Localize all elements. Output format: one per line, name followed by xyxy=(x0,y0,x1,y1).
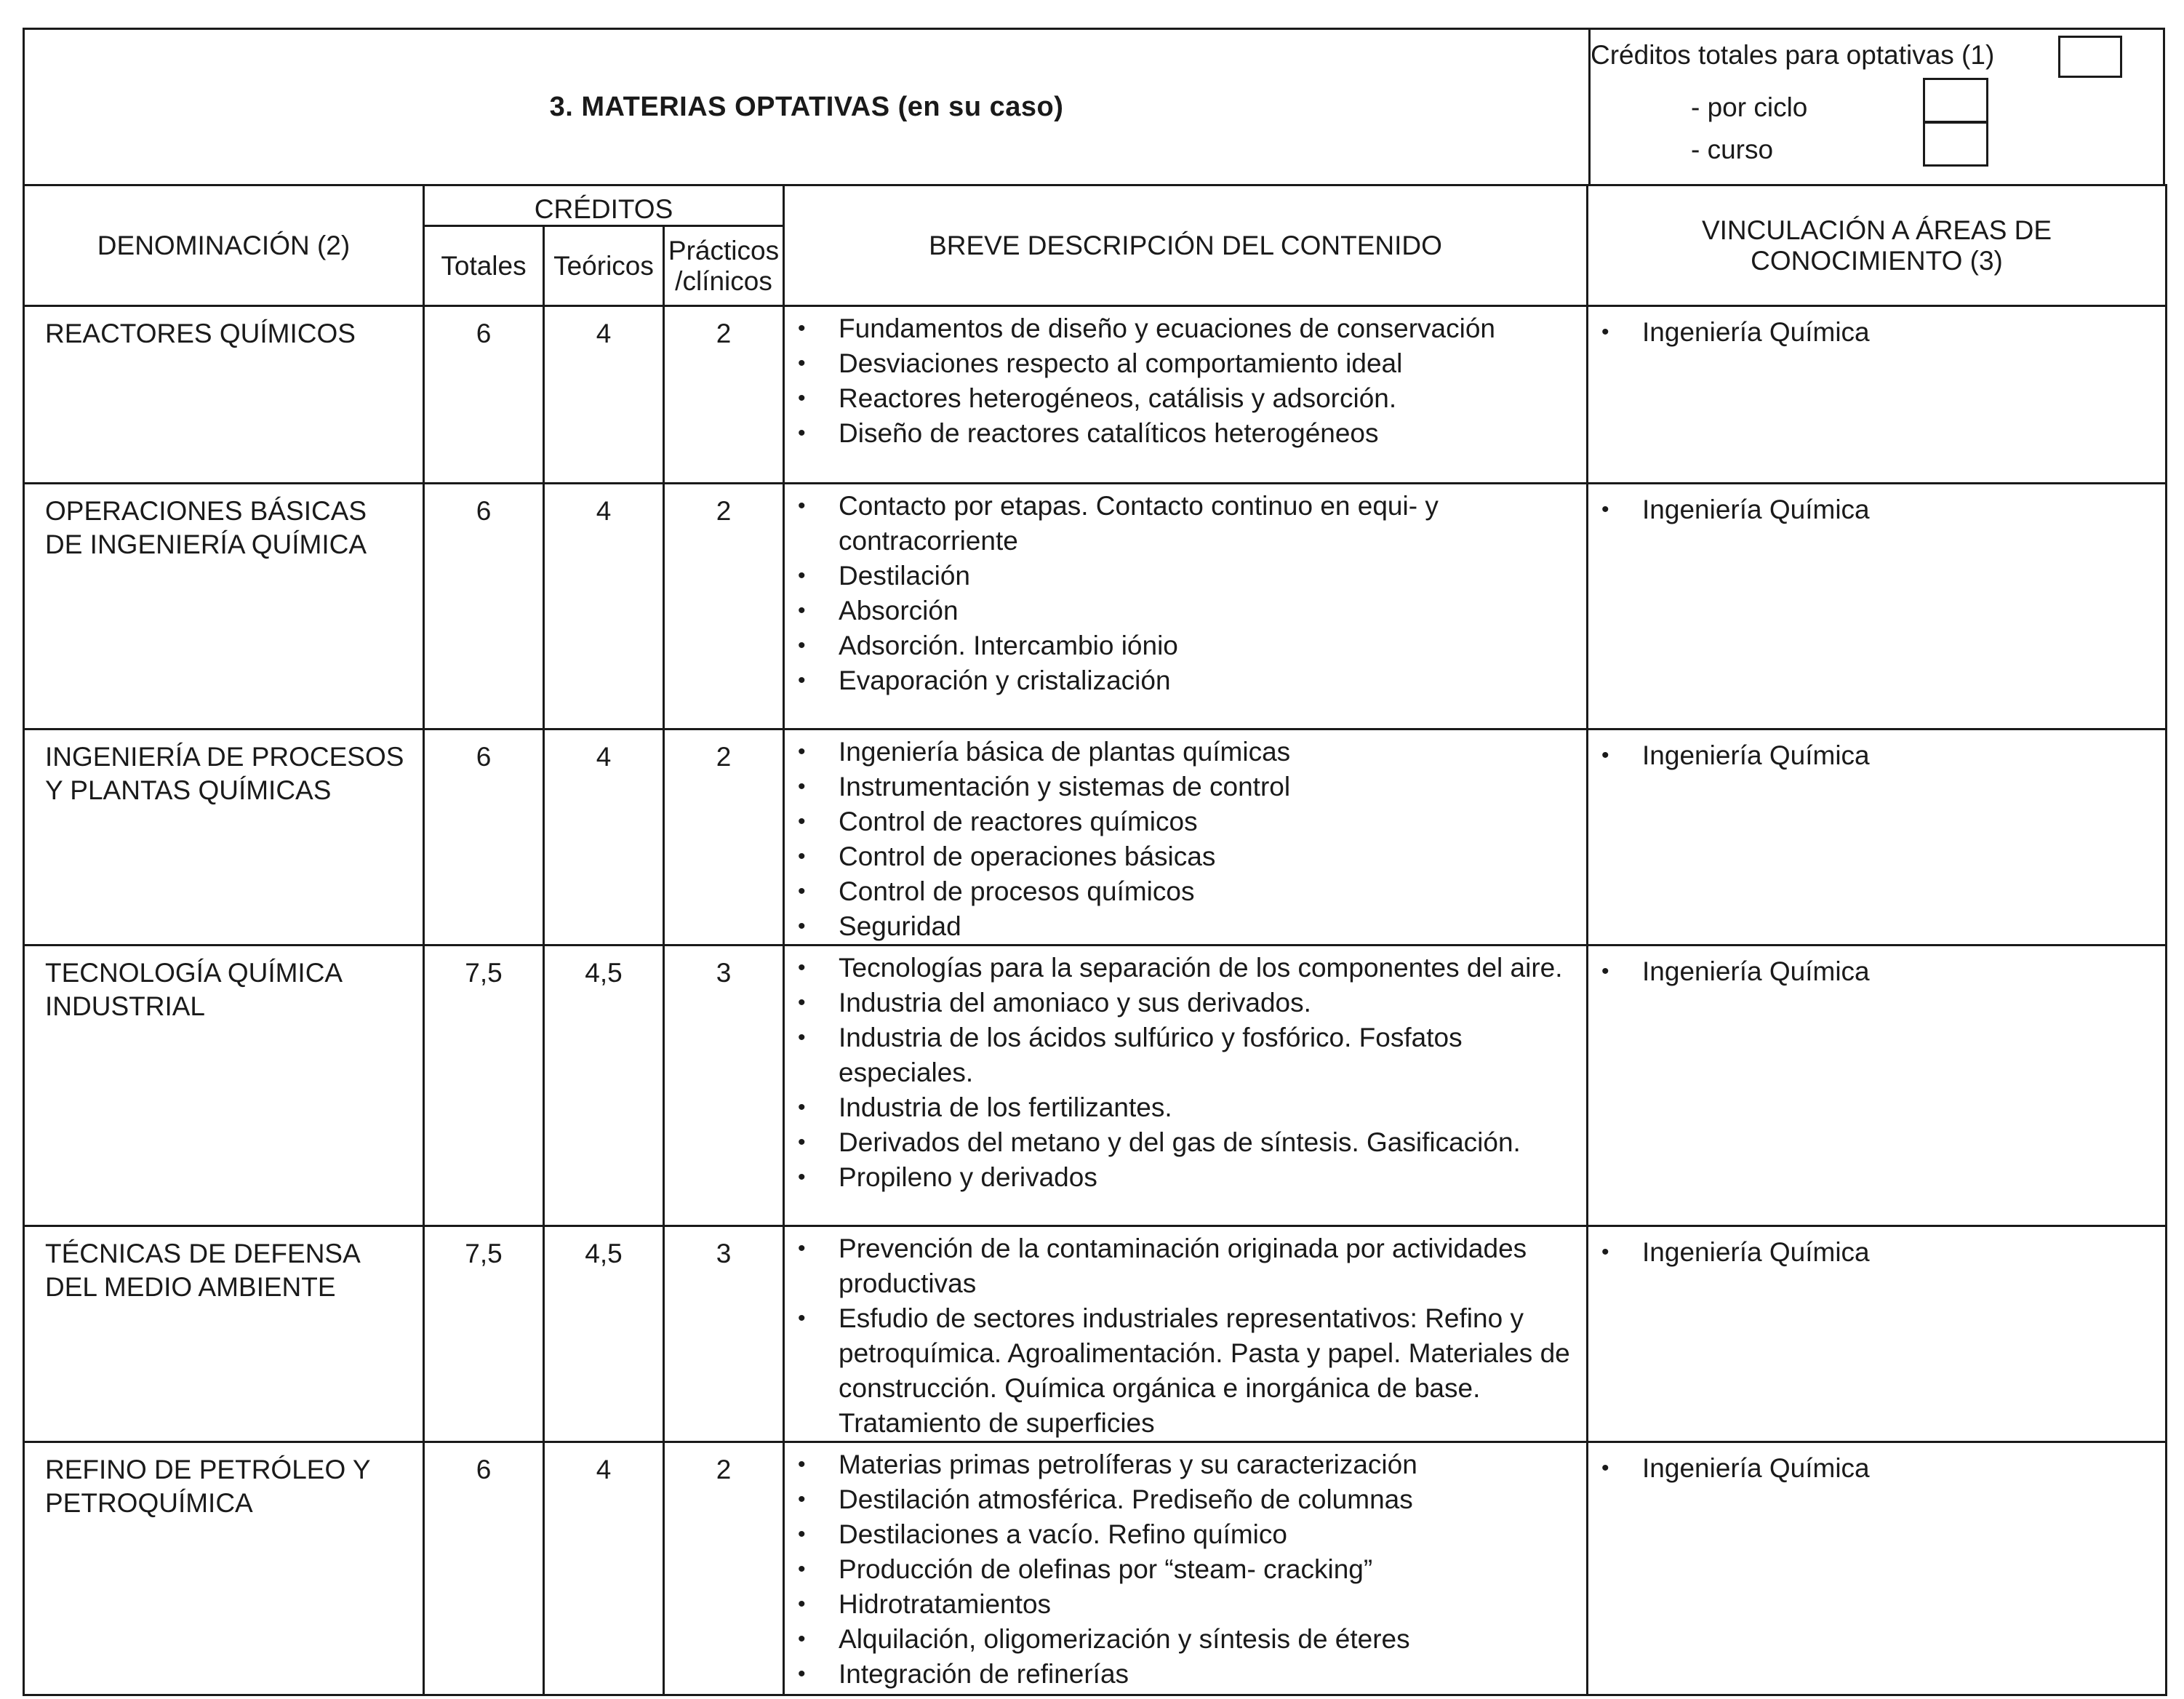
credits-theory: 4 xyxy=(544,729,664,946)
per-course-box[interactable] xyxy=(1923,121,1988,167)
list-item: • Control de operaciones básicas xyxy=(839,839,1582,874)
credits-theory: 4 xyxy=(544,484,664,729)
list-item: • Evaporación y cristalización xyxy=(839,663,1582,698)
list-item: • Control de reactores químicos xyxy=(839,804,1582,839)
table-row xyxy=(24,1442,2167,1695)
list-item: • Industria de los fertilizantes. xyxy=(839,1090,1582,1125)
list-item: • Contacto por etapas. Contacto continuo en equi- y contracorriente xyxy=(839,489,1582,559)
credits-totals: 6 xyxy=(424,729,544,946)
credits-totals: 6 xyxy=(424,1442,544,1695)
credits-total-box[interactable] xyxy=(2058,36,2122,78)
content-list xyxy=(784,946,1588,1226)
knowledge-area xyxy=(1588,484,2167,729)
col-header-area-line1: VINCULACIÓN A ÁREAS DE xyxy=(1701,215,2052,245)
list-item: • Destilaciones a vacío. Refino químico xyxy=(839,1517,1582,1552)
credits-total-label: Créditos totales para optativas (1) xyxy=(1591,40,1995,70)
list-item: • Control de procesos químicos xyxy=(839,874,1582,909)
table-row xyxy=(24,1226,2167,1442)
credits-totals: 6 xyxy=(424,484,544,729)
credits-practical: 3 xyxy=(664,946,784,1226)
subject-name: REACTORES QUÍMICOS xyxy=(24,306,424,484)
credits-practical: 2 xyxy=(664,484,784,729)
list-item: • Absorción xyxy=(839,593,1582,628)
per-cycle-box[interactable] xyxy=(1923,78,1988,123)
optional-subjects-sheet xyxy=(23,28,2165,1696)
list-item: • Industria de los ácidos sulfúrico y fosfórico. Fosfatos especiales. xyxy=(839,1020,1582,1090)
list-item: • Fundamentos de diseño y ecuaciones de conservación xyxy=(839,311,1582,346)
credits-totals: 7,5 xyxy=(424,1226,544,1442)
content-list xyxy=(784,484,1588,729)
table-row xyxy=(24,729,2167,946)
knowledge-area xyxy=(1588,1442,2167,1695)
credits-theory: 4 xyxy=(544,1442,664,1695)
subject-name: TÉCNICAS DE DEFENSA DEL MEDIO AMBIENTE xyxy=(24,1226,424,1442)
list-item: • Propileno y derivados xyxy=(839,1160,1582,1195)
credits-theory: 4,5 xyxy=(544,1226,664,1442)
list-item: • Derivados del metano y del gas de síntesis. Gasificación. xyxy=(839,1125,1582,1160)
list-item: • Destilación atmosférica. Prediseño de columnas xyxy=(839,1482,1582,1517)
content-list xyxy=(784,729,1588,946)
list-item: • Producción de olefinas por “steam- cracking” xyxy=(839,1552,1582,1587)
list-item: • Seguridad xyxy=(839,909,1582,944)
list-item: • Destilación xyxy=(839,559,1582,593)
credits-practical: 2 xyxy=(664,1442,784,1695)
section-title: 3. MATERIAS OPTATIVAS (en su caso) xyxy=(549,91,1064,122)
list-item: • Ingeniería básica de plantas químicas xyxy=(839,735,1582,769)
list-item: • Tecnologías para la separación de los componentes del aire. xyxy=(839,951,1582,986)
list-item: • Alquilación, oligomerización y síntesis de éteres xyxy=(839,1622,1582,1657)
col-header-practical-line2: /clínicos xyxy=(675,265,772,296)
content-list xyxy=(784,1442,1588,1695)
list-item: • Adsorción. Intercambio iónio xyxy=(839,628,1582,663)
list-item: • Esfudio de sectores industriales representativos: Refino y petroquímica. Agroalimentación. Pasta y papel. Materiales de construcción. Química orgánica e inorgánica de base. Tratamiento de superficies xyxy=(839,1301,1582,1441)
knowledge-area xyxy=(1588,306,2167,484)
credits-theory: 4 xyxy=(544,306,664,484)
subject-name: TECNOLOGÍA QUÍMICA INDUSTRIAL xyxy=(24,946,424,1226)
list-item: • Ingeniería Química xyxy=(1642,955,2165,988)
col-header-area xyxy=(1588,185,2167,306)
col-header-credits: CRÉDITOS xyxy=(424,185,784,226)
content-list xyxy=(784,1226,1588,1442)
credits-practical: 2 xyxy=(664,306,784,484)
list-item: • Ingeniería Química xyxy=(1642,739,2165,772)
list-item: • Desviaciones respecto al comportamiento ideal xyxy=(839,346,1582,381)
per-course-label: - curso xyxy=(1691,135,1774,164)
list-item: • Ingeniería Química xyxy=(1642,1452,2165,1485)
col-header-practical-line1: Prácticos xyxy=(668,235,780,265)
knowledge-area xyxy=(1588,729,2167,946)
sheet-header xyxy=(23,28,2165,184)
list-item: • Materias primas petrolíferas y su caracterización xyxy=(839,1447,1582,1482)
list-item: • Diseño de reactores catalíticos heterogéneos xyxy=(839,416,1582,451)
col-header-practical xyxy=(664,226,784,306)
credits-practical: 3 xyxy=(664,1226,784,1442)
table-row xyxy=(24,946,2167,1226)
subject-name: OPERACIONES BÁSICAS DE INGENIERÍA QUÍMICA xyxy=(24,484,424,729)
list-item: • Industria del amoniaco y sus derivados. xyxy=(839,986,1582,1020)
col-header-name: DENOMINACIÓN (2) xyxy=(24,185,424,306)
knowledge-area xyxy=(1588,1226,2167,1442)
content-list xyxy=(784,306,1588,484)
col-header-area-line2: CONOCIMIENTO (3) xyxy=(1751,245,2003,276)
list-item: • Hidrotratamientos xyxy=(839,1587,1582,1622)
col-header-theory: Teóricos xyxy=(544,226,664,306)
list-item: • Integración de refinerías xyxy=(839,1657,1582,1692)
table-row xyxy=(24,306,2167,484)
col-header-totals: Totales xyxy=(424,226,544,306)
list-item: • Ingeniería Química xyxy=(1642,316,2165,349)
col-header-description: BREVE DESCRIPCIÓN DEL CONTENIDO xyxy=(784,185,1588,306)
credits-totals: 6 xyxy=(424,306,544,484)
knowledge-area xyxy=(1588,946,2167,1226)
list-item: • Instrumentación y sistemas de control xyxy=(839,769,1582,804)
credits-practical: 2 xyxy=(664,729,784,946)
per-cycle-label: - por ciclo xyxy=(1691,92,1808,122)
list-item: • Reactores heterogéneos, catálisis y adsorción. xyxy=(839,381,1582,416)
subject-name: REFINO DE PETRÓLEO Y PETROQUÍMICA xyxy=(24,1442,424,1695)
subject-name: INGENIERÍA DE PROCESOS Y PLANTAS QUÍMICAS xyxy=(24,729,424,946)
credits-totals: 7,5 xyxy=(424,946,544,1226)
list-item: • Prevención de la contaminación originada por actividades productivas xyxy=(839,1231,1582,1301)
credits-theory: 4,5 xyxy=(544,946,664,1226)
table-row xyxy=(24,484,2167,729)
list-item: • Ingeniería Química xyxy=(1642,493,2165,527)
list-item: • Ingeniería Química xyxy=(1642,1236,2165,1269)
subjects-table xyxy=(23,184,2167,1696)
credits-summary xyxy=(1588,30,2163,184)
